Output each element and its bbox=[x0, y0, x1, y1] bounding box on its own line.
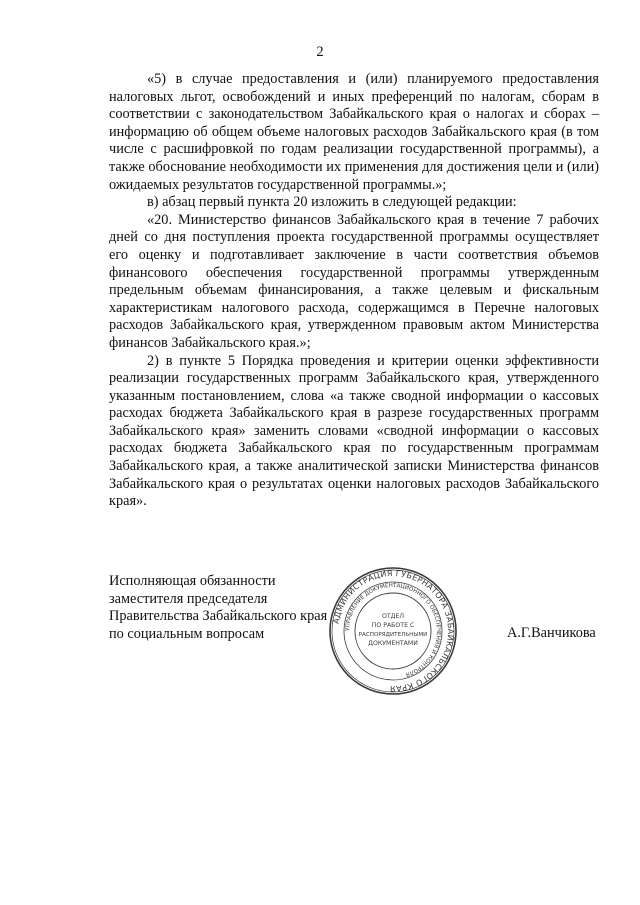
paragraph-item-20-text: «20. Министерство финансов Забайкальского края в течение 7 рабочих дней со дня поступления проекта государственной программы осуществляет его оценку и подготавливает заключение в части соответствия объемов финансового обеспечения государственной программы утвержденным предельным объемам финансирования, а также целевым и фискальным характеристикам налогового расхода, содержащимся в Перечне налоговых расходов Забайкальского края, утвержденном правовым актом Министерства финансов Забайкальского края.»; bbox=[109, 211, 599, 351]
seal-center-line: ОТДЕЛ bbox=[381, 613, 405, 620]
signature-block bbox=[109, 573, 327, 643]
seal-outer-text: АДМИНИСТРАЦИЯ ГУБЕРНАТОРА ЗАБАЙКАЛЬСКОГО КРАЯ bbox=[331, 568, 456, 694]
signer-title-line: по социальным вопросам bbox=[109, 625, 265, 642]
seal-center-line: ДОКУМЕНТАМИ bbox=[368, 640, 418, 647]
signer-name: А.Г.Ванчикова bbox=[507, 625, 596, 641]
document-body bbox=[109, 71, 599, 511]
seal-inner-text: УПРАВЛЕНИЕ ДОКУМЕНТАЦИОННОГО ОБЕСПЕЧЕНИЯ И КОНТРОЛЯ bbox=[344, 582, 442, 678]
seal-center-line: РАСПОРЯДИТЕЛЬНЫМИ bbox=[358, 632, 428, 638]
signer-title-line: Исполняющая обязанности bbox=[109, 573, 276, 589]
signer-title-line: Правительства Забайкальского края bbox=[109, 608, 328, 625]
svg-text:УПРАВЛЕНИЕ ДОКУМЕНТАЦИОННОГО О bbox=[345, 583, 441, 677]
paragraph-tax-expenses: «5) в случае предоставления и (или) планируемого предоставления налоговых льгот, освобождений и иных преференций по налогам, сборам в соответствии с законодательством Забайкальского края о налогах и сборах – информацию об общем объеме налоговых расходов Забайкальского края (в том числе с расшифровкой по годам реализации государственной программы), а также обоснование необходимости их применения для достижения цели и (или) ожидаемых результатов государственной программы.»; bbox=[109, 71, 599, 193]
page-number: 2 bbox=[316, 44, 324, 60]
paragraph-amend-item-5: 2) в пункте 5 Порядка проведения и критерии оценки эффективности реализации государственных программ Забайкальского края, утвержденного указанным постановлением, слова «а также сводной информации о кассовых расходах бюджета Забайкальского края в разрезе государственных программ Забайкальского края» заменить словами «сводной информации о кассовых расходах бюджета Забайкальского края по государственным программам Забайкальского края, а также аналитической записки Министерства финансов Забайкальского края о результатах оценки налоговых расходов Забайкальского края». bbox=[109, 352, 599, 510]
paragraph-amend-item-20: в) абзац первый пункта 20 изложить в следующей редакции: bbox=[147, 194, 517, 211]
official-seal bbox=[328, 566, 458, 696]
seal-center-line: ПО РАБОТЕ С bbox=[371, 622, 415, 629]
signer-title-line: заместителя председателя bbox=[109, 590, 268, 607]
